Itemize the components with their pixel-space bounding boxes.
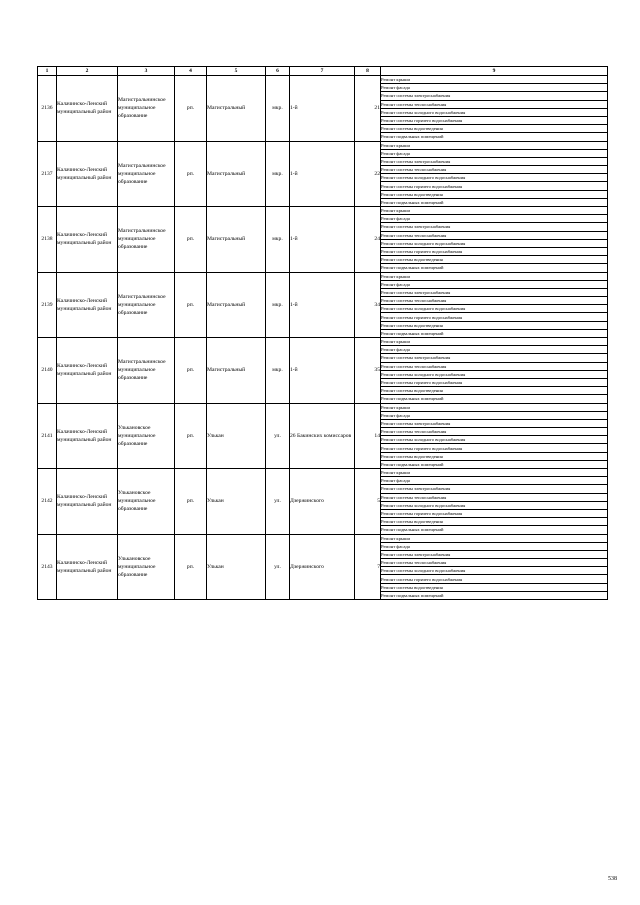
header-col-9: 9 [381,67,608,76]
settlement-type-cell: рп. [175,76,207,142]
municipality-cell: Улькановское муниципальное образование [118,403,175,469]
repair-work-cell: Ремонт системы теплоснабжения [381,559,608,567]
district-cell: Калачинско-Ленский муниципальный район [57,141,118,207]
repair-work-cell: Ремонт системы горячего водоснабжения [381,247,608,255]
street-cell: 1-й [290,76,355,142]
housing-repair-table [37,66,608,600]
settlement-cell: Магистральный [207,207,266,273]
repair-work-cell: Ремонт крыши [381,403,608,411]
district-cell: Калачинско-Ленский муниципальный район [57,469,118,535]
house-number-cell: 34 [355,272,381,338]
repair-work-cell: Ремонт подвальных помещений [381,264,608,272]
repair-work-cell: Ремонт крыши [381,534,608,542]
row-number: 2136 [38,76,57,142]
street-cell: 1-й [290,272,355,338]
header-col-6: 6 [266,67,290,76]
repair-work-cell: Ремонт системы теплоснабжения [381,428,608,436]
table-row [38,207,608,215]
repair-work-cell: Ремонт системы электроснабжения [381,550,608,558]
table-row [38,338,608,346]
header-col-7: 7 [290,67,355,76]
repair-work-cell: Ремонт системы теплоснабжения [381,297,608,305]
repair-work-cell: Ремонт системы теплоснабжения [381,231,608,239]
header-col-8: 8 [355,67,381,76]
repair-work-cell: Ремонт системы водоотведения [381,190,608,198]
street-type-cell: мкр. [266,272,290,338]
repair-work-cell: Ремонт системы электроснабжения [381,419,608,427]
repair-work-cell: Ремонт крыши [381,338,608,346]
repair-work-cell: Ремонт подвальных помещений [381,133,608,141]
district-cell: Калачинско-Ленский муниципальный район [57,272,118,338]
repair-work-cell: Ремонт системы холодного водоснабжения [381,305,608,313]
row-number: 2139 [38,272,57,338]
repair-work-cell: Ремонт системы горячего водоснабжения [381,378,608,386]
row-number: 2138 [38,207,57,273]
settlement-cell: Магистральный [207,141,266,207]
table-row [38,534,608,542]
table-row [38,469,608,477]
repair-work-cell: Ремонт крыши [381,141,608,149]
repair-work-cell: Ремонт подвальных помещений [381,329,608,337]
house-number-cell: 21 [355,76,381,142]
repair-work-cell: Ремонт системы водоотведения [381,452,608,460]
street-type-cell: ул. [266,403,290,469]
header-col-4: 4 [175,67,207,76]
repair-work-cell: Ремонт фасада [381,280,608,288]
repair-work-cell: Ремонт системы электроснабжения [381,354,608,362]
repair-work-cell: Ремонт фасада [381,411,608,419]
table-row [38,141,608,149]
repair-work-cell: Ремонт подвальных помещений [381,526,608,534]
row-number: 2142 [38,469,57,535]
repair-work-cell: Ремонт системы теплоснабжения [381,493,608,501]
table-row [38,272,608,280]
repair-work-cell: Ремонт системы холодного водоснабжения [381,108,608,116]
street-cell: 1-й [290,141,355,207]
header-col-2: 2 [57,67,118,76]
repair-work-cell: Ремонт подвальных помещений [381,460,608,468]
municipality-cell: Магистральнинское муниципальное образование [118,207,175,273]
district-cell: Калачинско-Ленский муниципальный район [57,534,118,600]
repair-work-cell: Ремонт системы горячего водоснабжения [381,509,608,517]
street-type-cell: мкр. [266,141,290,207]
repair-work-cell: Ремонт крыши [381,76,608,84]
repair-work-cell: Ремонт системы электроснабжения [381,288,608,296]
street-cell: 1-й [290,338,355,404]
street-type-cell: мкр. [266,338,290,404]
header-col-1: 1 [38,67,57,76]
repair-work-cell: Ремонт системы теплоснабжения [381,362,608,370]
municipality-cell: Магистральнинское муниципальное образование [118,141,175,207]
settlement-type-cell: рп. [175,141,207,207]
street-type-cell: мкр. [266,207,290,273]
repair-work-cell: Ремонт фасада [381,542,608,550]
settlement-type-cell: рп. [175,207,207,273]
repair-work-cell: Ремонт системы холодного водоснабжения [381,174,608,182]
municipality-cell: Улькановское муниципальное образование [118,534,175,600]
municipality-cell: Улькановское муниципальное образование [118,469,175,535]
district-cell: Калачинско-Ленский муниципальный район [57,207,118,273]
repair-work-cell: Ремонт системы горячего водоснабжения [381,116,608,124]
page-number: 538 [608,876,617,882]
table-row [38,76,608,84]
settlement-type-cell: рп. [175,338,207,404]
repair-work-cell: Ремонт системы холодного водоснабжения [381,370,608,378]
municipality-cell: Магистральнинское муниципальное образование [118,272,175,338]
settlement-type-cell: рп. [175,272,207,338]
repair-work-cell: Ремонт системы горячего водоснабжения [381,313,608,321]
street-cell: 1-й [290,207,355,273]
repair-work-cell: Ремонт фасада [381,346,608,354]
house-number-cell: 22 [355,141,381,207]
repair-work-cell: Ремонт системы горячего водоснабжения [381,575,608,583]
repair-work-cell: Ремонт системы горячего водоснабжения [381,182,608,190]
repair-work-cell: Ремонт подвальных помещений [381,395,608,403]
repair-work-cell: Ремонт системы холодного водоснабжения [381,436,608,444]
repair-work-cell: Ремонт системы электроснабжения [381,485,608,493]
repair-work-cell: Ремонт системы водоотведения [381,387,608,395]
repair-work-cell: Ремонт системы электроснабжения [381,223,608,231]
settlement-type-cell: рп. [175,403,207,469]
repair-work-cell: Ремонт системы холодного водоснабжения [381,501,608,509]
street-cell: Дзержинского [290,469,355,535]
district-cell: Калачинско-Ленский муниципальный район [57,76,118,142]
repair-work-cell: Ремонт фасада [381,84,608,92]
street-cell: Дзержинского [290,534,355,600]
repair-work-cell: Ремонт системы водоотведения [381,518,608,526]
settlement-cell: Магистральный [207,272,266,338]
repair-work-cell: Ремонт системы холодного водоснабжения [381,567,608,575]
row-number: 2141 [38,403,57,469]
repair-work-cell: Ремонт системы водоотведения [381,125,608,133]
settlement-cell: Магистральный [207,338,266,404]
repair-work-cell: Ремонт системы теплоснабжения [381,166,608,174]
street-type-cell: ул. [266,469,290,535]
district-cell: Калачинско-Ленский муниципальный район [57,338,118,404]
repair-work-cell: Ремонт фасада [381,215,608,223]
settlement-type-cell: рп. [175,469,207,535]
repair-work-cell: Ремонт системы водоотведения [381,321,608,329]
repair-work-cell: Ремонт системы водоотведения [381,256,608,264]
header-col-5: 5 [207,67,266,76]
repair-work-cell: Ремонт подвальных помещений [381,198,608,206]
table-body [38,76,608,600]
row-number: 2143 [38,534,57,600]
street-cell: 26 Бакинских комиссаров [290,403,355,469]
municipality-cell: Магистральнинское муниципальное образование [118,338,175,404]
settlement-cell: Улькан [207,403,266,469]
house-number-cell: 7 [355,534,381,600]
house-number-cell: 35 [355,338,381,404]
house-number-cell: 14 [355,403,381,469]
house-number-cell: 24 [355,207,381,273]
settlement-type-cell: рп. [175,534,207,600]
street-type-cell: мкр. [266,76,290,142]
repair-work-cell: Ремонт системы водоотведения [381,583,608,591]
repair-work-cell: Ремонт фасада [381,477,608,485]
repair-work-cell: Ремонт крыши [381,207,608,215]
district-cell: Калачинско-Ленский муниципальный район [57,403,118,469]
repair-work-cell: Ремонт крыши [381,469,608,477]
table-row [38,403,608,411]
row-number: 2137 [38,141,57,207]
house-number-cell: 5 [355,469,381,535]
repair-work-cell: Ремонт системы электроснабжения [381,157,608,165]
header-col-3: 3 [118,67,175,76]
repair-work-cell: Ремонт фасада [381,149,608,157]
repair-work-cell: Ремонт системы электроснабжения [381,92,608,100]
repair-work-cell: Ремонт крыши [381,272,608,280]
settlement-cell: Улькан [207,534,266,600]
row-number: 2140 [38,338,57,404]
municipality-cell: Магистральнинское муниципальное образование [118,76,175,142]
repair-work-cell: Ремонт системы горячего водоснабжения [381,444,608,452]
repair-work-cell: Ремонт подвальных помещений [381,591,608,599]
street-type-cell: ул. [266,534,290,600]
settlement-cell: Улькан [207,469,266,535]
settlement-cell: Магистральный [207,76,266,142]
repair-work-cell: Ремонт системы холодного водоснабжения [381,239,608,247]
header-row [38,67,608,76]
repair-work-cell: Ремонт системы теплоснабжения [381,100,608,108]
